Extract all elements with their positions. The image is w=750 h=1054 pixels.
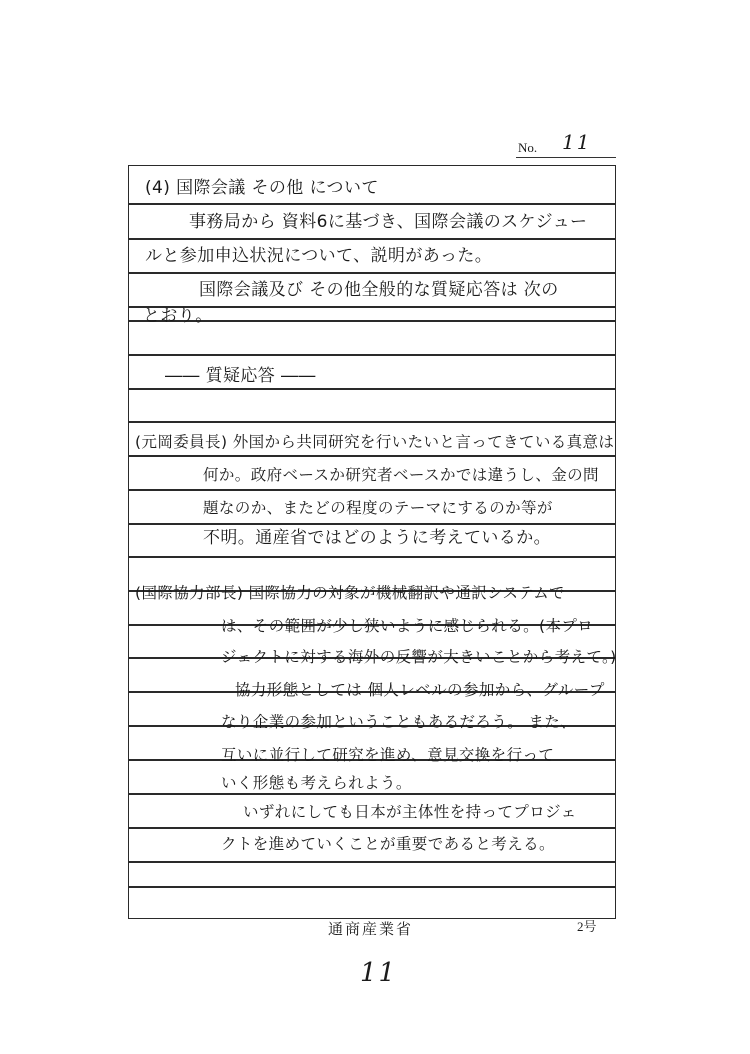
answer-line: 互いに並行して研究を進め、意見交換を行って: [221, 746, 555, 764]
section-heading: (4) 国際会議 その他 について: [145, 178, 379, 198]
ruled-line: [129, 793, 615, 795]
page-no-underline: [516, 157, 616, 158]
ruled-line: [129, 556, 615, 558]
answer-line: いく形態も考えられよう。: [221, 774, 412, 792]
ruled-line: [129, 523, 615, 525]
ruled-sheet: [128, 165, 616, 919]
answer-line: は、その範囲が少し狭いように感じられる。(本プロ: [221, 617, 594, 635]
answer-line: ジェクトに対する海外の反響が大きいことから考えて。): [221, 648, 617, 666]
ruled-line: [129, 388, 615, 390]
ruled-line: [129, 238, 615, 240]
body-line: 事務局から 資料6に基づき、国際会議のスケジュー: [189, 212, 588, 232]
ruled-line: [129, 861, 615, 863]
body-line: とおり。: [143, 306, 213, 326]
ruled-line: [129, 455, 615, 457]
ruled-line: [129, 489, 615, 491]
footer-ministry: 通商産業省: [328, 922, 414, 938]
ruled-line: [129, 827, 615, 829]
qa-heading: ―― 質疑応答 ――: [165, 366, 316, 386]
answer-line: (国際協力部長) 国際協力の対象が機械翻訳や通訳システムで: [135, 584, 566, 602]
question-line: (元岡委員長) 外国から共同研究を行いたいと言ってきている真意は: [135, 433, 615, 451]
question-line: 題なのか、またどの程度のテーマにするのか等が: [203, 499, 553, 517]
answer-line: なり企業の参加ということもあるだろう。 また、: [221, 713, 577, 731]
body-line: ルと参加申込状況について、説明があった。: [145, 246, 493, 266]
ruled-line: [129, 421, 615, 423]
ruled-line: [129, 203, 615, 205]
body-line: 国際会議及び その他全般的な質疑応答は 次の: [199, 280, 559, 300]
question-line: 何か。政府ベースか研究者ベースかでは違うし、金の問: [203, 466, 599, 484]
page-no-label: No.: [518, 140, 538, 155]
answer-line: クトを進めていくことが重要であると考える。: [221, 835, 555, 853]
question-line: 不明。通産省ではどのように考えているか。: [203, 528, 551, 548]
footer-form-number: 2号: [577, 919, 597, 934]
page-number: 11: [360, 958, 398, 988]
answer-line: 協力形態としては 個人レベルの参加から、グループ: [235, 681, 605, 699]
ruled-line: [129, 272, 615, 274]
ruled-line: [129, 354, 615, 356]
ruled-line: [129, 886, 615, 888]
page-no-value: 11: [562, 130, 592, 154]
answer-line: いずれにしても日本が主体性を持ってプロジェ: [243, 803, 577, 821]
